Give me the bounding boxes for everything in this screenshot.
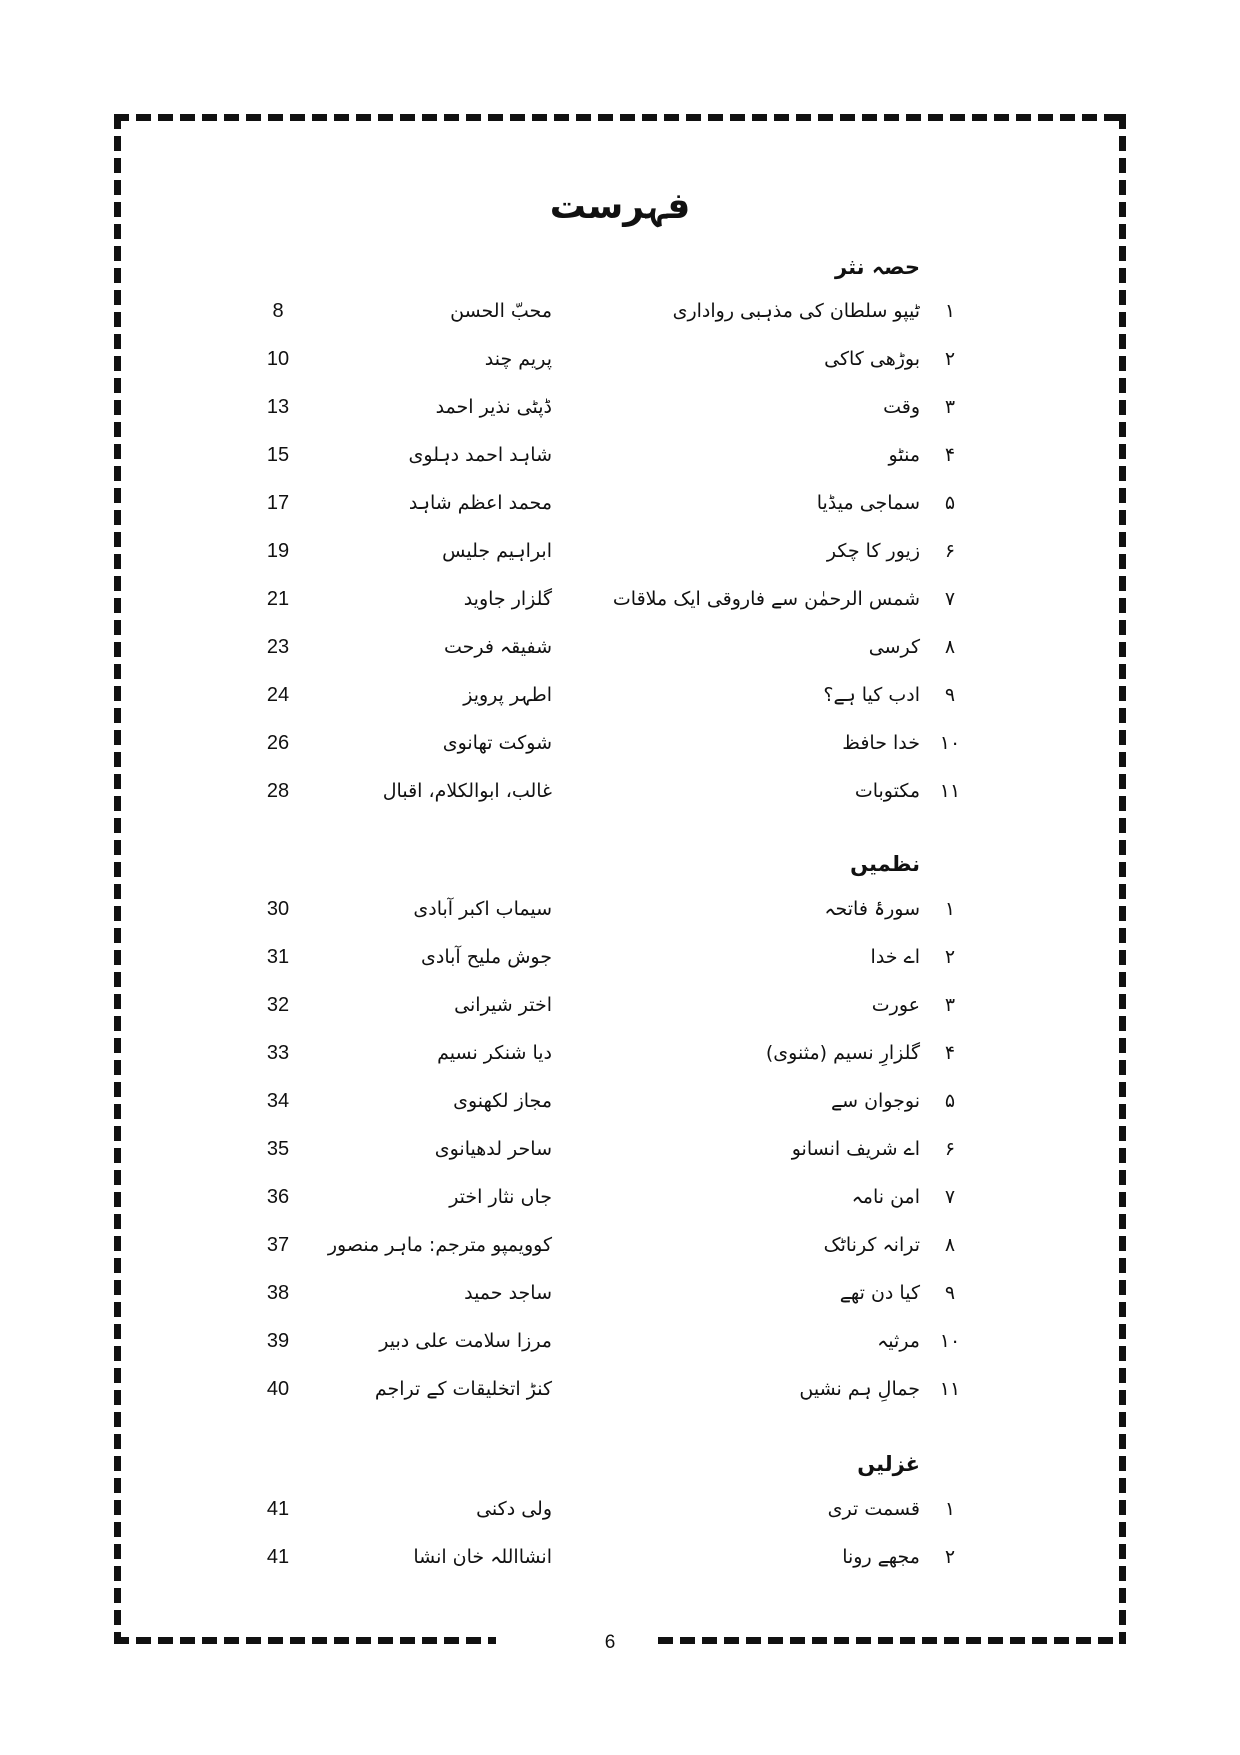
- toc-serial: ۷: [944, 588, 956, 610]
- toc-serial: ۴: [944, 444, 956, 466]
- toc-serial: ۳: [944, 994, 956, 1016]
- border-top: [114, 114, 1126, 121]
- toc-page: 39: [266, 1330, 290, 1352]
- toc-serial: ۱۱: [939, 1378, 961, 1400]
- toc-serial: ۹: [944, 1282, 956, 1304]
- toc-page: 10: [266, 348, 290, 370]
- toc-page: 28: [266, 780, 290, 802]
- toc-title: ٹیپو سلطان کی مذہبی رواداری: [672, 300, 920, 322]
- toc-author: جاں نثار اختر: [449, 1186, 552, 1208]
- toc-title: عورت: [871, 994, 920, 1016]
- toc-title: گلزارِ نسیم (مثنوی): [765, 1042, 920, 1064]
- toc-title: اے خدا: [870, 946, 920, 968]
- toc-page: 30: [266, 898, 290, 920]
- toc-title: منٹو: [888, 444, 920, 466]
- toc-page: 40: [266, 1378, 290, 1400]
- toc-row: [0, 1330, 1240, 1370]
- toc-serial: ۲: [944, 1546, 956, 1568]
- toc-page: 33: [266, 1042, 290, 1064]
- toc-author: کنڑ اتخلیقات کے تراجم: [374, 1378, 552, 1400]
- toc-row: [0, 348, 1240, 388]
- toc-row: [0, 1234, 1240, 1274]
- toc-page: 32: [266, 994, 290, 1016]
- toc-title: مجھے رونا: [842, 1546, 920, 1568]
- toc-title: زیور کا چکر: [826, 540, 920, 562]
- toc-author: اختر شیرانی: [454, 994, 552, 1016]
- toc-row: [0, 898, 1240, 938]
- toc-serial: ۹: [944, 684, 956, 706]
- toc-row: [0, 1090, 1240, 1130]
- toc-row: [0, 540, 1240, 580]
- toc-serial: ۱: [944, 300, 956, 322]
- toc-title: سورۂ فاتحہ: [824, 898, 920, 920]
- toc-serial: ۵: [944, 1090, 956, 1112]
- toc-row: [0, 1138, 1240, 1178]
- toc-title: مکتوبات: [854, 780, 920, 802]
- toc-row: [0, 636, 1240, 676]
- page-title: فہرست: [549, 186, 691, 227]
- section-heading-ghazals: غزلیں: [857, 1452, 920, 1476]
- toc-title: شمس الرحمٰن سے فاروقی ایک ملاقات: [612, 588, 920, 610]
- toc-author: اطہر پرویز: [463, 684, 552, 706]
- toc-page: 26: [266, 732, 290, 754]
- toc-row: [0, 1282, 1240, 1322]
- toc-page: 23: [266, 636, 290, 658]
- toc-row: [0, 684, 1240, 724]
- toc-serial: ۵: [944, 492, 956, 514]
- toc-row: [0, 1378, 1240, 1418]
- toc-author: کوویمپو مترجم: ماہر منصور: [327, 1234, 552, 1256]
- toc-author: شاہد احمد دہلوی: [408, 444, 552, 466]
- toc-row: [0, 300, 1240, 340]
- toc-row: [0, 1498, 1240, 1538]
- toc-title: امن نامہ: [851, 1186, 920, 1208]
- toc-row: [0, 994, 1240, 1034]
- toc-title: جمالِ ہم نشیں: [799, 1378, 920, 1400]
- toc-serial: ۸: [944, 636, 956, 658]
- toc-author: سیماب اکبر آبادی: [413, 898, 552, 920]
- toc-title: قسمت تری: [827, 1498, 920, 1520]
- toc-author: جوش ملیح آبادی: [421, 946, 552, 968]
- toc-serial: ۸: [944, 1234, 956, 1256]
- toc-author: شوکت تھانوی: [442, 732, 552, 754]
- toc-page: 41: [266, 1498, 290, 1520]
- toc-author: ساحر لدھیانوی: [434, 1138, 552, 1160]
- toc-serial: ۱: [944, 898, 956, 920]
- toc-title: کرسی: [868, 636, 920, 658]
- toc-author: ابراہیم جلیس: [442, 540, 552, 562]
- toc-author: ڈپٹی نذیر احمد: [435, 396, 552, 418]
- toc-serial: ۱۰: [939, 732, 961, 754]
- toc-serial: ۲: [944, 946, 956, 968]
- toc-page: 24: [266, 684, 290, 706]
- toc-page: 38: [266, 1282, 290, 1304]
- toc-row: [0, 1546, 1240, 1586]
- toc-page: 19: [266, 540, 290, 562]
- toc-page: 37: [266, 1234, 290, 1256]
- toc-title: مرثیہ: [877, 1330, 920, 1352]
- toc-title: کیا دن تھے: [839, 1282, 920, 1304]
- toc-row: [0, 396, 1240, 436]
- border-bottom-right: [658, 1637, 1126, 1644]
- toc-author: ولی دکنی: [476, 1498, 552, 1520]
- section-heading-poems: نظمیں: [850, 852, 920, 876]
- toc-page: 21: [266, 588, 290, 610]
- toc-title: اے شریف انسانو: [791, 1138, 920, 1160]
- toc-title: ادب کیا ہے؟: [823, 684, 920, 706]
- toc-row: [0, 444, 1240, 484]
- toc-page: 31: [266, 946, 290, 968]
- toc-title: وقت: [883, 396, 920, 418]
- toc-row: [0, 780, 1240, 820]
- toc-serial: ۴: [944, 1042, 956, 1064]
- toc-serial: ۱۱: [939, 780, 961, 802]
- toc-row: [0, 1042, 1240, 1082]
- toc-page: 13: [266, 396, 290, 418]
- toc-page: 36: [266, 1186, 290, 1208]
- toc-serial: ۱۰: [939, 1330, 961, 1352]
- toc-author: ساجد حمید: [464, 1282, 552, 1304]
- toc-title: بوڑھی کاکی: [824, 348, 920, 370]
- toc-author: مرزا سلامت علی دبیر: [379, 1330, 552, 1352]
- border-bottom-left: [114, 1637, 496, 1644]
- section-heading-prose: حصہ نثر: [835, 255, 920, 279]
- toc-serial: ۳: [944, 396, 956, 418]
- toc-title: خدا حافظ: [842, 732, 920, 754]
- toc-serial: ۶: [944, 540, 956, 562]
- toc-author: شفیقہ فرحت: [443, 636, 552, 658]
- toc-title: سماجی میڈیا: [816, 492, 920, 514]
- toc-row: [0, 732, 1240, 772]
- toc-author: دیا شنکر نسیم: [437, 1042, 552, 1064]
- toc-page: 35: [266, 1138, 290, 1160]
- toc-page: 34: [266, 1090, 290, 1112]
- toc-author: محمد اعظم شاہد: [408, 492, 552, 514]
- toc-page: 41: [266, 1546, 290, 1568]
- toc-author: پریم چند: [484, 348, 552, 370]
- toc-page: 15: [266, 444, 290, 466]
- toc-title: نوجوان سے: [831, 1090, 920, 1112]
- toc-page: 8: [272, 300, 284, 322]
- toc-author: مجاز لکھنوی: [453, 1090, 552, 1112]
- toc-row: [0, 492, 1240, 532]
- toc-title: ترانہ کرناٹک: [823, 1234, 920, 1256]
- toc-serial: ۷: [944, 1186, 956, 1208]
- toc-author: غالب، ابوالکلام، اقبال: [382, 780, 552, 802]
- toc-author: گلزار جاوید: [463, 588, 552, 610]
- toc-row: [0, 946, 1240, 986]
- toc-row: [0, 588, 1240, 628]
- page-number: 6: [604, 1632, 616, 1653]
- toc-serial: ۲: [944, 348, 956, 370]
- toc-author: انشااللہ خان انشا: [413, 1546, 552, 1568]
- toc-serial: ۱: [944, 1498, 956, 1520]
- toc-author: محبّ الحسن: [450, 300, 552, 322]
- toc-page: 17: [266, 492, 290, 514]
- toc-serial: ۶: [944, 1138, 956, 1160]
- toc-row: [0, 1186, 1240, 1226]
